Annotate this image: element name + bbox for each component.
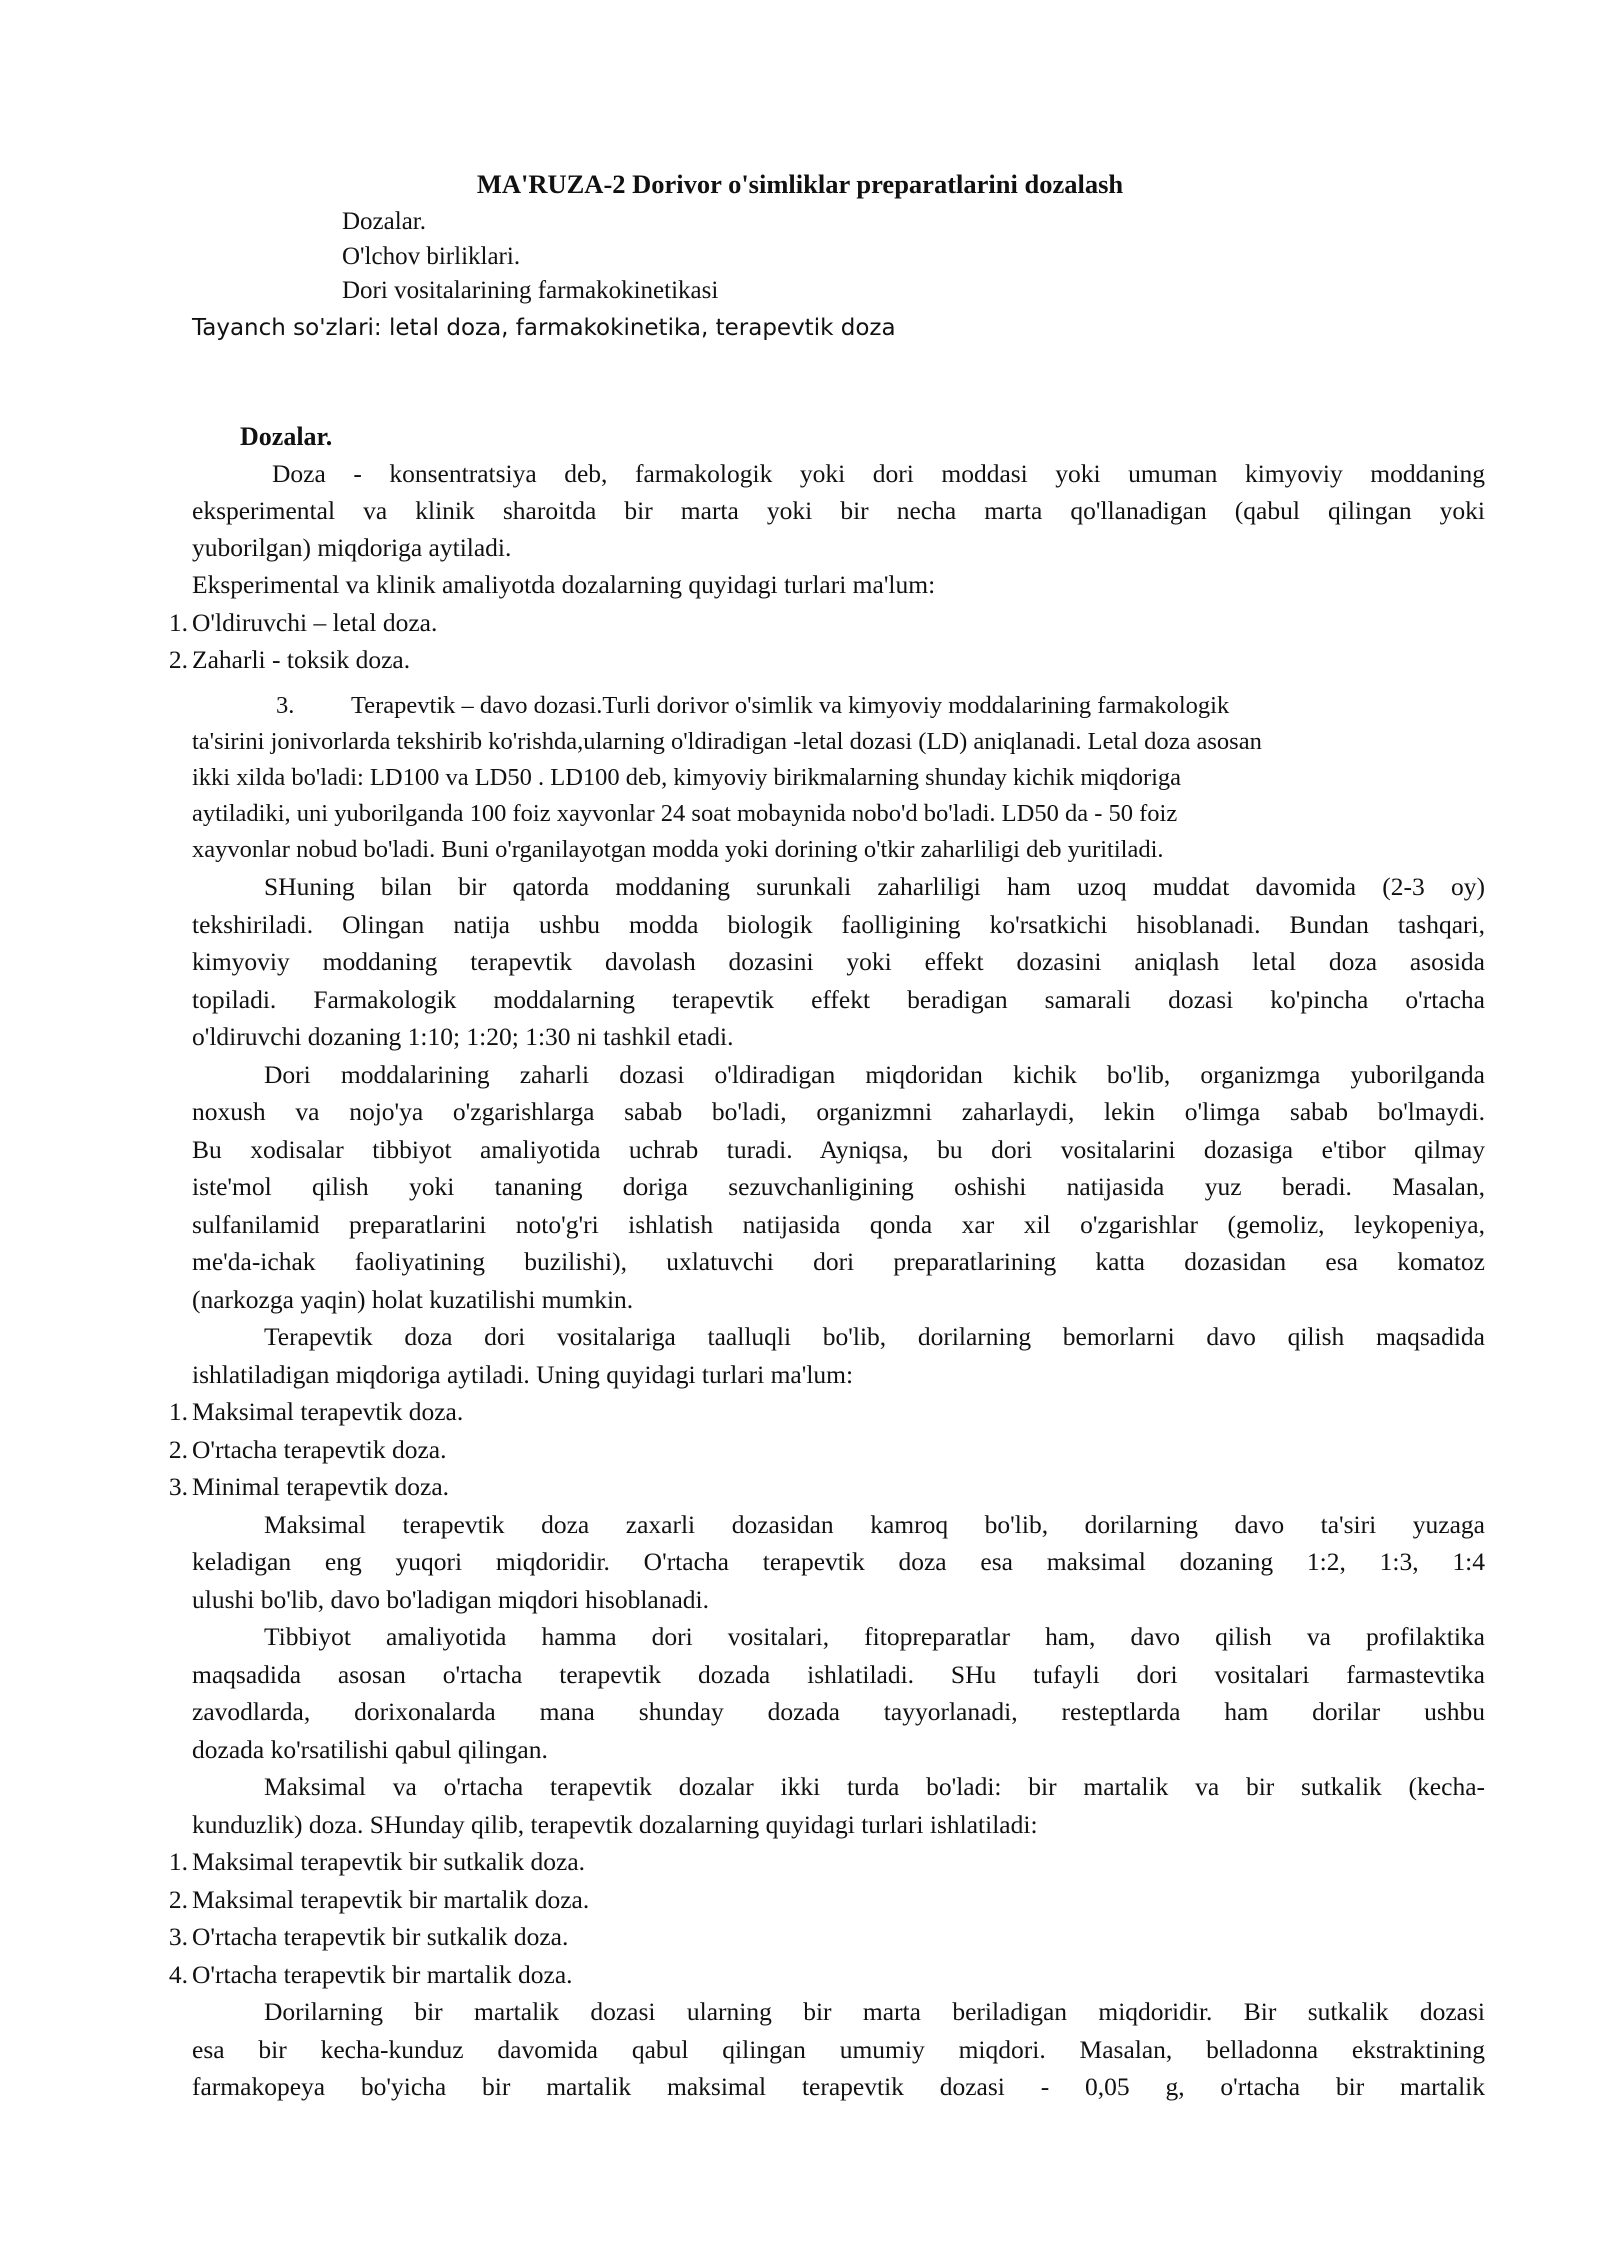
paragraph-line: (narkozga yaqin) holat kuzatilishi mumkin. xyxy=(192,1285,634,1314)
list-item: Maksimal terapevtik bir sutkalik doza. xyxy=(192,1847,586,1876)
plan-item: Dori vositalarining farmakokinetikasi xyxy=(342,277,719,304)
paragraph-line: Maksimal va o'rtacha terapevtik dozalar ikki turda bo'ladi: bir martalik va bir sutkalik (kecha- xyxy=(264,1772,1485,1801)
plan-item: O'lchov birliklari. xyxy=(342,243,521,270)
list-item: O'rtacha terapevtik bir sutkalik doza. xyxy=(192,1922,569,1951)
paragraph-line: ulushi bo'lib, davo bo'ladigan miqdori hisoblanadi. xyxy=(192,1585,710,1614)
paragraph-line: Dorilarning bir martalik dozasi ularning bir marta beriladigan miqdoridir. Bir sutkalik dozasi xyxy=(264,1997,1485,2026)
paragraph-line: aytiladiki, uni yuborilganda 100 foiz xayvonlar 24 soat mobaynida nobo'd bo'ladi. LD50 da - 50 foiz xyxy=(192,800,1178,827)
paragraph-line: Tibbiyot amaliyotida hamma dori vositalari, fitopreparatlar ham, davo qilish va profilaktika xyxy=(264,1622,1485,1651)
list-number: 1. xyxy=(168,1847,188,1876)
paragraph-line: SHuning bilan bir qatorda moddaning surunkali zaharliligi ham uzoq muddat davomida (2-3 oy) xyxy=(264,872,1485,901)
paragraph-line: Bu xodisalar tibbiyot amaliyotida uchrab turadi. Ayniqsa, bu dori vositalarini dozasiga e'tibor qilmay xyxy=(192,1135,1485,1164)
list-number: 3. xyxy=(168,1472,188,1501)
list-number: 3. xyxy=(168,1922,188,1951)
paragraph-line: yuborilgan) miqdoriga aytiladi. xyxy=(192,533,512,562)
paragraph-line: tekshiriladi. Olingan natija ushbu modda biologik faolligining ko'rsatkichi hisoblanadi. Bundan tashqari, xyxy=(192,910,1485,939)
paragraph-line: esa bir kecha-kunduz davomida qabul qilingan umumiy miqdori. Masalan, belladonna ekstraktining xyxy=(192,2035,1485,2064)
paragraph-line: dozada ko'rsatilishi qabul qilingan. xyxy=(192,1735,548,1764)
list-item: O'ldiruvchi – letal doza. xyxy=(192,608,438,637)
list-item: Zaharli - toksik doza. xyxy=(192,645,411,674)
paragraph-line: keladigan eng yuqori miqdoridir. O'rtacha terapevtik doza esa maksimal dozaning 1:2, 1:3, 1:4 xyxy=(192,1547,1485,1576)
paragraph-line: ikki xilda bo'ladi: LD100 va LD50 . LD100 deb, kimyoviy birikmalarning shunday kichik miqdoriga xyxy=(192,764,1182,791)
list-number: 3. xyxy=(276,692,295,719)
paragraph-line: kimyoviy moddaning terapevtik davolash dozasini yoki effekt dozasini aniqlash letal doza asosida xyxy=(192,947,1485,976)
list-number: 2. xyxy=(168,1435,188,1464)
paragraph-line: topiladi. Farmakologik moddalarning terapevtik effekt beradigan samarali dozasi ko'pincha o'rtacha xyxy=(192,985,1485,1014)
list-number: 2. xyxy=(168,1885,188,1914)
list-number: 1. xyxy=(168,608,188,637)
keywords-line: Tayanch so'zlari: letal doza, farmakokinetika, terapevtik doza xyxy=(192,315,896,341)
paragraph-line: Terapevtik doza dori vositalariga taalluqli bo'lib, dorilarning bemorlarni davo qilish maqsadida xyxy=(264,1322,1485,1351)
paragraph-line: maqsadida asosan o'rtacha terapevtik dozada ishlatiladi. SHu tufayli dori vositalari farmastevtika xyxy=(192,1660,1485,1689)
paragraph-line: zavodlarda, dorixonalarda mana shunday dozada tayyorlanadi, resteptlarda ham dorilar ushbu xyxy=(192,1697,1485,1726)
list-item: Terapevtik – davo dozasi.Turli dorivor o'simlik va kimyoviy moddalarining farmakologik xyxy=(351,692,1230,719)
section-heading: Dozalar. xyxy=(240,422,333,451)
list-item: Maksimal terapevtik doza. xyxy=(192,1397,464,1426)
list-item: Minimal terapevtik doza. xyxy=(192,1472,450,1501)
list-item: O'rtacha terapevtik bir martalik doza. xyxy=(192,1960,573,1989)
paragraph-line: farmakopeya bo'yicha bir martalik maksimal terapevtik dozasi - 0,05 g, o'rtacha bir martalik xyxy=(192,2072,1485,2101)
list-number: 1. xyxy=(168,1397,188,1426)
paragraph-line: iste'mol qilish yoki tananing doriga sezuvchanligining oshishi natijasida yuz beradi. Masalan, xyxy=(192,1172,1485,1201)
list-number: 2. xyxy=(168,645,188,674)
paragraph-line: noxush va nojo'ya o'zgarishlarga sabab bo'ladi, organizmni zaharlaydi, lekin o'limga sabab bo'lmaydi. xyxy=(192,1097,1485,1126)
paragraph-line: ta'sirini jonivorlarda tekshirib ko'rishda,ularning o'ldiradigan -letal dozasi (LD) aniqlanadi. Letal doza asosan xyxy=(192,728,1262,755)
paragraph-line: kunduzlik) doza. SHunday qilib, terapevtik dozalarning quyidagi turlari ishlatiladi: xyxy=(192,1810,1038,1839)
paragraph-line: eksperimental va klinik sharoitda bir marta yoki bir necha marta qo'llanadigan (qabul qilingan yoki xyxy=(192,496,1485,525)
lecture-title: MA'RUZA-2 Dorivor o'simliklar preparatlarini dozalash xyxy=(476,169,1124,199)
paragraph-line: ishlatiladigan miqdoriga aytiladi. Uning quyidagi turlari ma'lum: xyxy=(192,1360,854,1389)
paragraph-line: xayvonlar nobud bo'ladi. Buni o'rganilayotgan modda yoki dorining o'tkir zaharliligi deb yuritiladi. xyxy=(192,836,1164,863)
paragraph-line: Maksimal terapevtik doza zaxarli dozasidan kamroq bo'lib, dorilarning davo ta'siri yuzaga xyxy=(264,1510,1485,1539)
list-number: 4. xyxy=(168,1960,188,1989)
paragraph-line: Eksperimental va klinik amaliyotda dozalarning quyidagi turlari ma'lum: xyxy=(192,570,936,599)
list-item: O'rtacha terapevtik doza. xyxy=(192,1435,447,1464)
paragraph-line: o'ldiruvchi dozaning 1:10; 1:20; 1:30 ni tashkil etadi. xyxy=(192,1022,734,1051)
paragraph-line: sulfanilamid preparatlarini noto'g'ri ishlatish natijasida qonda xar xil o'zgarishlar (gemoliz, leykopeniya, xyxy=(192,1210,1485,1239)
paragraph-line: Dori moddalarining zaharli dozasi o'ldiradigan miqdoridan kichik bo'lib, organizmga yuborilganda xyxy=(264,1060,1485,1089)
list-item: Maksimal terapevtik bir martalik doza. xyxy=(192,1885,590,1914)
plan-item: Dozalar. xyxy=(342,208,426,235)
paragraph-line: me'da-ichak faoliyatining buzilishi), uxlatuvchi dori preparatlarining katta dozasidan esa komatoz xyxy=(192,1247,1485,1276)
paragraph-line: Doza - konsentratsiya deb, farmakologik yoki dori moddasi yoki umuman kimyoviy moddaning xyxy=(272,459,1485,488)
